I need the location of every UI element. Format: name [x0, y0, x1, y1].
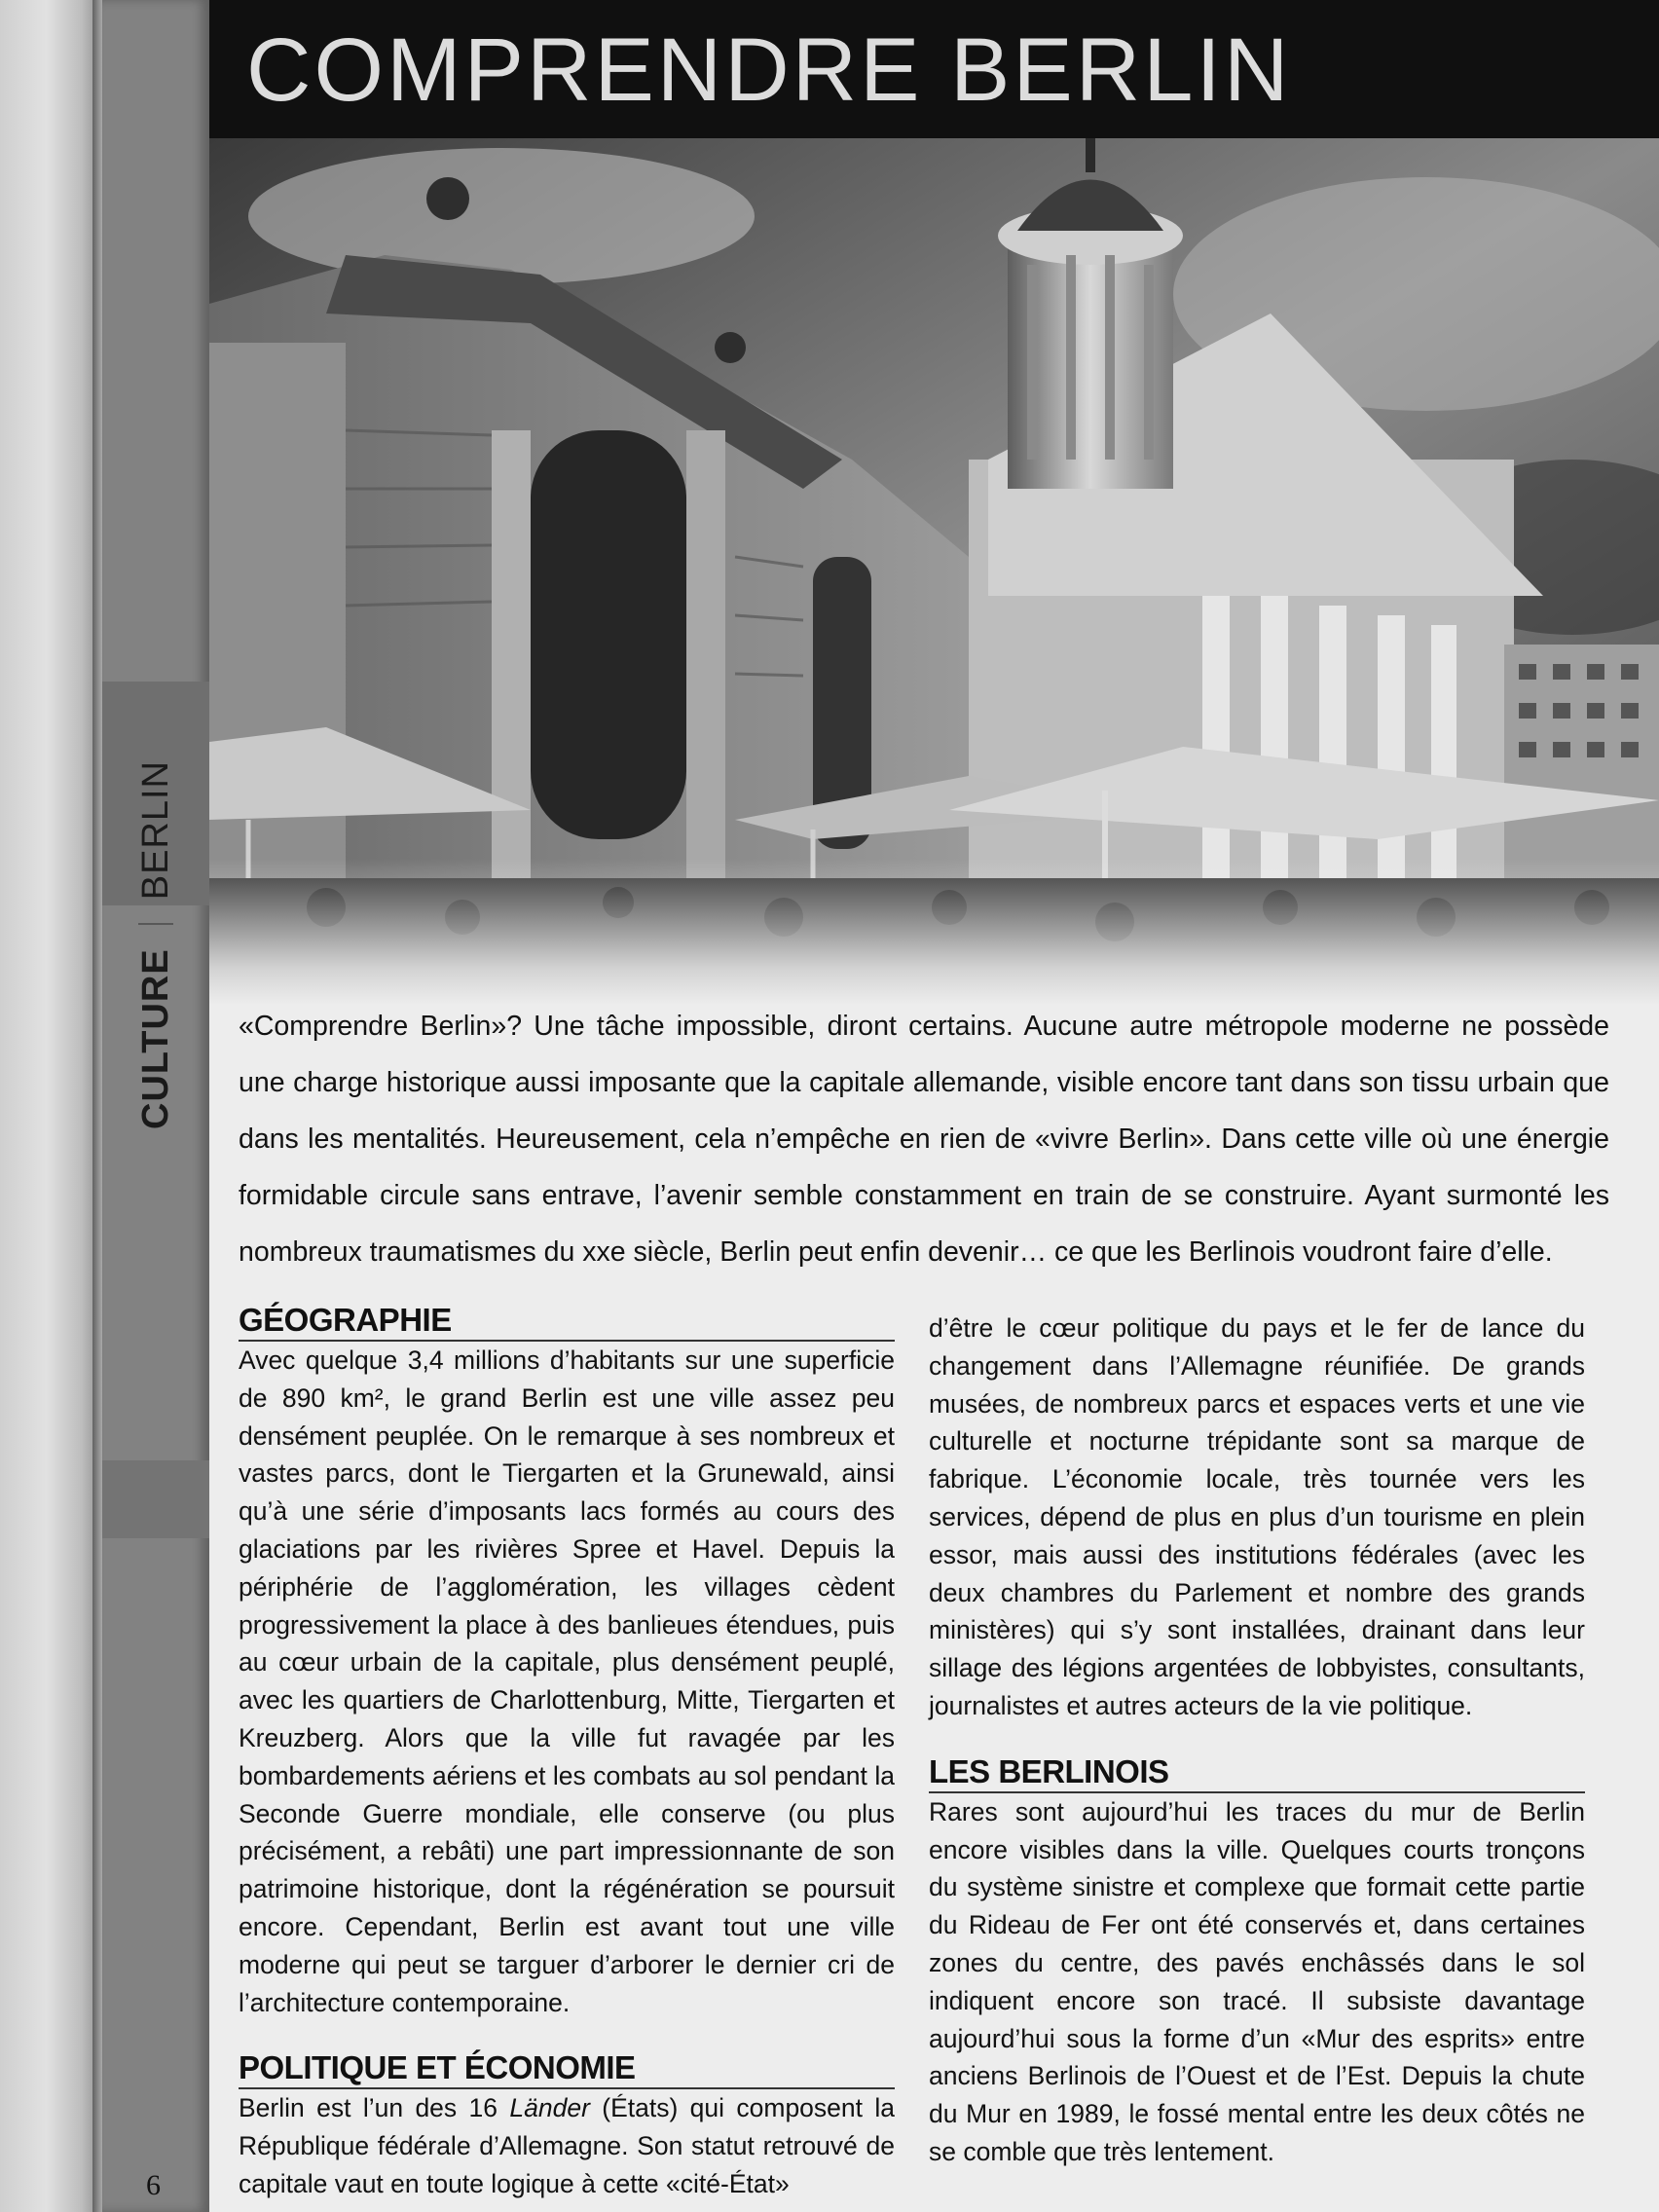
title-bar — [209, 0, 1659, 138]
text-berlinois: Rares sont aujourd’hui les traces du mur de Berlin encore visibles dans la ville. Quelques courts tronçons du système sinistre et complexe que formait cette partie du Rideau de Fer ont été conservés et, dans certaines zones du centre, des pavés enchâssés dans le sol indiquent encore son tracé. Il subsiste davantage aujourd’hui sous la forme d’un «Mur des esprits» entre anciens Berlinois de l’Ouest et de l’Est. Depuis la chute du Mur en 1989, le fossé mental entre les deux côtés ne se comble que très lentement. — [929, 1796, 1585, 2166]
section-label-culture: CULTURE — [134, 948, 176, 1129]
heading-politique: POLITIQUE ET ÉCONOMIE — [239, 2048, 895, 2089]
text-politique-continued: d’être le cœur politique du pays et le fer de lance du changement dans l’Allemagne réunifiée. De grands musées, de nombreux parcs et espaces verts et une vie culturelle et nocturne trépidante sont sa marque de fabrique. L’économie locale, très tournée vers les services, dépend de plus en plus d’un tourisme en plein essor, mais aussi des institutions fédérales (avec les deux chambres du Parlement et nombre des grands ministères) qui s’y sont installées, drainant dans leur sillage des légions argentées de lobbyistes, consultants, journalistes et autres acteurs de la vie politique. — [929, 1313, 1585, 1720]
photo-fade — [209, 859, 1659, 1005]
section-label-city: BERLIN — [134, 760, 176, 901]
text-politique-lander: Länder — [509, 2093, 590, 2123]
text-politique-end: (États) qui composent la République fédérale d’Allemagne. Son statut retrouvé de capitale vaut en toute logique à cette «cité-État» — [239, 2093, 895, 2198]
page-title: COMPRENDRE BERLIN — [246, 20, 1292, 120]
page-number: 6 — [146, 2169, 161, 2201]
text-politique — [239, 2089, 895, 2202]
side-band — [102, 0, 209, 2212]
heading-geographie: GÉOGRAPHIE — [239, 1301, 895, 1342]
heading-berlinois: LES BERLINOIS — [929, 1752, 1585, 1793]
gendarmenmarkt-photo — [209, 138, 1659, 1005]
scan-edge — [0, 0, 102, 2212]
section-label — [122, 643, 190, 1129]
intro-paragraph: «Comprendre Berlin»? Une tâche impossible, diront certains. Aucune autre métropole moderne ne possède une charge historique aussi imposante que la capitale allemande, visible encore tant dans son tissu urbain que dans les mentalités. Heureusement, cela n’empêche en rien de «vivre Berlin». Dans cette ville où une énergie formidable circule sans entrave, l’avenir semble constamment en train de se construire. Ayant surmonté les nombreux traumatismes du xxe siècle, Berlin peut enfin devenir… ce que les Berlinois voudront faire d’elle. — [239, 1011, 1609, 1268]
column-left — [239, 1301, 895, 2203]
side-band-accent — [102, 1460, 209, 1538]
section-label-divider — [138, 923, 173, 925]
text-geographie: Avec quelque 3,4 millions d’habitants sur une superficie de 890 km², le grand Berlin est une ville assez peu densément peuplée. On le remarque à ses nombreux et vastes parcs, dont le Tiergarten et la Grunewald, ainsi qu’à une série d’imposants lacs formés au cours des glaciations par les rivières Spree et Havel. Depuis la périphérie de l’agglomération, les villages cèdent progressivement la place à des banlieues étendues, puis au cœur urbain de la capitale, plus densément peuplé, avec les quartiers de Charlottenburg, Mitte, Tiergarten et Kreuzberg. Alors que la ville fut ravagée par les bombardements aériens et les combats au sol pendant la Seconde Guerre mondiale, elle conserve (ou plus précisément, a rebâti) une part impressionnante de son patrimoine historique, dont la régénération se poursuit encore. Cependant, Berlin est avant tout une ville moderne qui peut se targuer d’arborer le dernier cri de l’architecture contemporaine. — [239, 1346, 895, 2017]
text-politique-start: Berlin est l’un des 16 — [239, 2093, 510, 2123]
book-page — [102, 0, 1659, 2212]
column-right — [929, 1309, 1585, 2171]
